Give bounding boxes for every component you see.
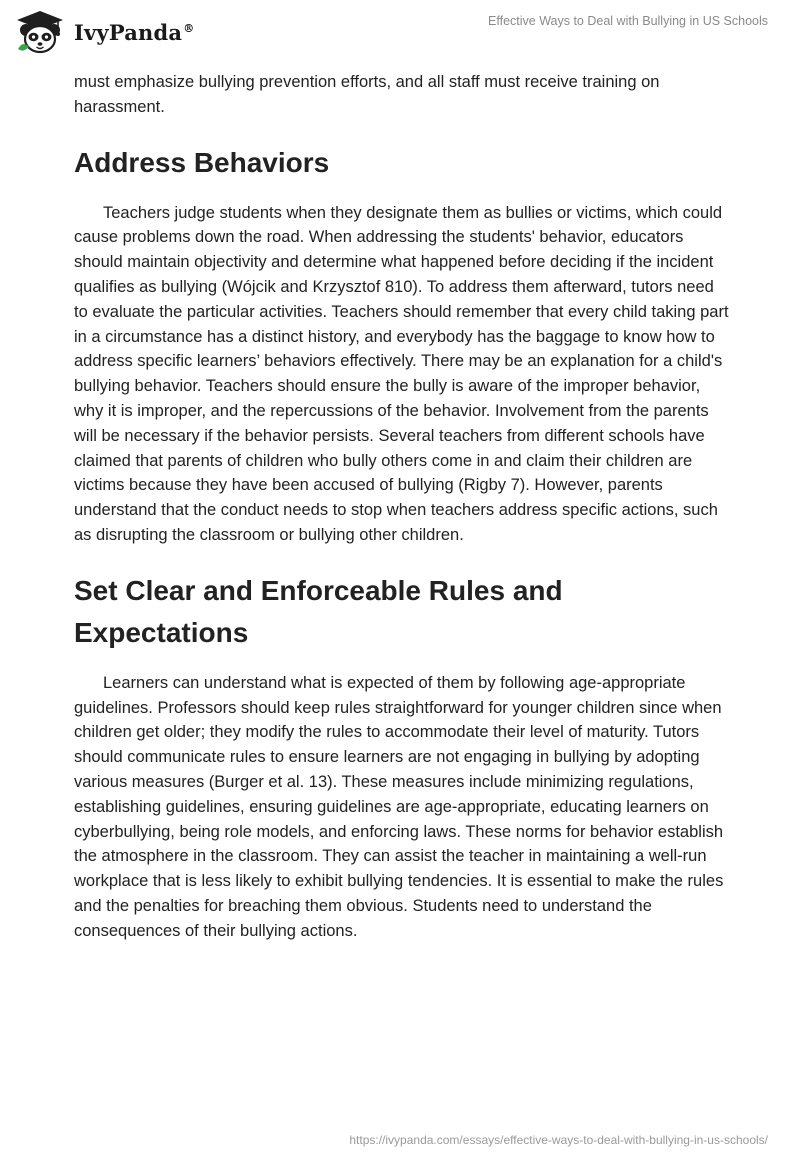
document-title: Effective Ways to Deal with Bullying in US Schools: [488, 14, 768, 28]
source-url[interactable]: https://ivypanda.com/essays/effective-ways-to-deal-with-bullying-in-us-schools/: [349, 1133, 768, 1147]
panda-graduate-icon: [14, 9, 66, 55]
section-heading-rules-expectations: Set Clear and Enforceable Rules and Expectations: [74, 574, 563, 648]
page-header: [0, 0, 800, 62]
brand-name: IvyPanda®: [74, 19, 195, 45]
lead-paragraph: must emphasize bullying prevention efforts, and all staff must receive training on harassment.: [74, 73, 660, 116]
section-paragraph-rules-expectations: Learners can understand what is expected of them by following age-appropriate guidelines. Professors should keep rules straightforward for younger children since when children get older; they modify the rules to accommodate their level of maturity. Tutors should communicate rules to ensure learners are not engaging in bullying by adopting various measures (Burger et al. 13). These measures include minimizing regulations, establishing guidelines, ensuring guidelines are age-appropriate, educating learners on cyberbullying, being role models, and enforcing laws. These norms for behavior establish the atmosphere in the classroom. They can assist the teacher in maintaining a well-run workplace that is less likely to exhibit bullying tendencies. It is essential to make the rules and the penalties for breaching them obvious. Students need to understand the consequences of their bullying actions.: [74, 673, 724, 940]
article-body: [74, 70, 730, 944]
section-heading-address-behaviors: Address Behaviors: [74, 146, 330, 178]
section-paragraph-address-behaviors: Teachers judge students when they designate them as bullies or victims, which could cause problems down the road. When addressing the students' behavior, educators should maintain objectivity and determine what happened before deciding if the incident qualifies as bullying (Wójcik and Krzysztof 810). To address them afterward, tutors need to evaluate the particular activities. Teachers should remember that every child taking part in a circumstance has a distinct history, and everybody has the baggage to know how to address specific learners’ behaviors effectively. There may be an explanation for a child's bullying behavior. Teachers should ensure the bully is aware of the improper behavior, why it is improper, and the repercussions of the behavior. Involvement from the parents will be necessary if the behavior persists. Several teachers from different schools have claimed that parents of children who bully others come in and claim their children are victims because they have been accused of bullying (Rigby 7). However, parents understand that the conduct needs to stop when teachers address specific actions, such as disrupting the classroom or bullying other children.: [74, 203, 729, 544]
ivypanda-logo[interactable]: [14, 8, 194, 56]
